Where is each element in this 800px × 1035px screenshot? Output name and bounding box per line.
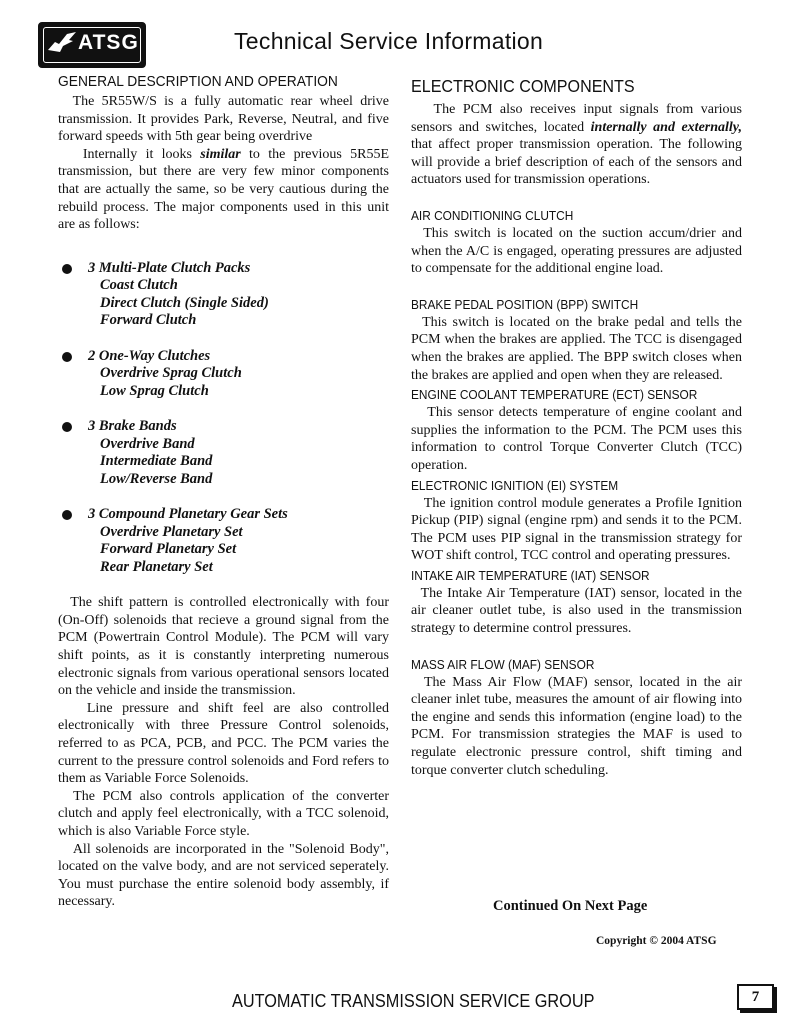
section-heading: ENGINE COOLANT TEMPERATURE (ECT) SENSOR <box>411 388 698 403</box>
bullet-icon <box>62 510 72 520</box>
page-title: Technical Service Information <box>234 28 544 54</box>
component-item: Direct Clutch (Single Sided) <box>100 294 269 311</box>
component-item: Coast Clutch <box>100 277 178 294</box>
bullet-icon <box>62 352 72 362</box>
list-item <box>58 348 389 401</box>
page-number: 7 <box>737 984 774 1010</box>
section-heading: AIR CONDITIONING CLUTCH <box>411 208 574 223</box>
section-text: The Mass Air Flow (MAF) sensor, located in the air cleaner inlet tube, measures the amount of air flowing into the engine and sends this information (engine load) to the PCM. For transmission strategies the MAF is used to regulate electronic pressure control, shift timing and torque converter clutch scheduling. <box>411 674 743 778</box>
section-text: This sensor detects temperature of engine coolant and supplies the information to the PCM. The PCM uses this information to control Torque Converter Clutch (TCC) operation. <box>411 405 742 473</box>
component-item: Overdrive Sprag Clutch <box>100 365 242 382</box>
logo-text: ATSG <box>78 31 139 54</box>
general-description-heading: GENERAL DESCRIPTION AND OPERATION <box>58 73 338 90</box>
component-group-title: 3 Multi-Plate Clutch Packs <box>88 259 251 276</box>
component-item: Forward Planetary Set <box>100 541 237 558</box>
component-item: Forward Clutch <box>100 312 197 329</box>
list-item <box>58 260 389 330</box>
electronic-components-heading: ELECTRONIC COMPONENTS <box>411 76 635 96</box>
line-pressure-paragraph: Line pressure and shift feel are also controlled electronically with three Pressure Control solenoids, referred to as PCA, PCB, and PCC. The PCM varies the current to the pressure control solenoids and Ford refers to them as Variable Force Solenoids. <box>58 700 390 787</box>
components-list <box>58 260 389 577</box>
solenoid-body-paragraph: All solenoids are incorporated in the "Solenoid Body", located on the valve body, and are not serviced seperately. You must purchase the entire solenoid body assembly, if necessary. <box>58 841 390 910</box>
component-item: Overdrive Band <box>100 435 195 452</box>
list-item <box>58 418 389 488</box>
section-heading: ELECTRONIC IGNITION (EI) SYSTEM <box>411 478 619 493</box>
section-heading: INTAKE AIR TEMPERATURE (IAT) SENSOR <box>411 568 650 583</box>
list-item <box>58 506 389 576</box>
right-column <box>411 74 742 779</box>
left-column <box>58 70 389 911</box>
intro-paragraph: The 5R55W/S is a fully automatic rear wheel drive transmission. It provides Park, Reverse, Neutral, and five forward speeds with 5th gear being overdrive <box>58 94 389 145</box>
section-text: The ignition control module generates a Profile Ignition Pickup (PIP) signal (engine rpm) and sends it to the PCM. The PCM uses PIP signal in the transmission strategy for WOT shift control, TCC control and operating pressures. <box>411 495 743 564</box>
electronic-intro-paragraph: The PCM also receives input signals from various sensors and switches, located internally and externally, that affect proper transmission operation. The following will provide a brief description of each of the sensors and actuators used for transmission operations. <box>411 102 742 188</box>
converter-clutch-paragraph: The PCM also controls application of the converter clutch and apply feel electronically, with a TCC solenoid, which is also Variable Force style. <box>58 788 389 839</box>
shift-pattern-paragraph: The shift pattern is controlled electronically with four (On-Off) solenoids that recieve a ground signal from the PCM (Powertrain Control Module). The PCM will vary shift points, as it is constantly interpreting numerous electronic signals from various operational sensors located on the vehicle and inside the transmission. <box>58 595 389 699</box>
bullet-icon <box>62 264 72 274</box>
section-text: This switch is located on the brake pedal and tells the PCM when the brakes are applied. The TCC is disengaged when the brakes are applied. The BPP switch closes when the brakes are applied and open when they are released. <box>411 314 743 383</box>
similar-paragraph: Internally it looks similar to the previous 5R55E transmission, but there are very few minor components that are actually the same, so be very cautious during the rebuild process. The major components used in this unit are as follows: <box>58 146 389 233</box>
component-item: Rear Planetary Set <box>100 558 213 575</box>
section-text: This switch is located on the suction accum/drier and when the A/C is engaged, operating pressures are adjusted to compensate for the additional engine load. <box>411 225 743 277</box>
bullet-icon <box>62 422 72 432</box>
component-group-title: 3 Compound Planetary Gear Sets <box>88 506 288 523</box>
section-text: The Intake Air Temperature (IAT) sensor, located in the air cleaner outlet tube, is also used in the transmission strategy to determine control pressures. <box>411 585 743 637</box>
component-group-title: 3 Brake Bands <box>88 418 177 435</box>
atsg-logo <box>38 22 146 68</box>
component-item: Intermediate Band <box>100 453 213 470</box>
component-group-title: 2 One-Way Clutches <box>88 347 211 364</box>
continued-note: Continued On Next Page <box>493 898 648 914</box>
component-item: Low/Reverse Band <box>100 470 213 487</box>
copyright-note: Copyright © 2004 ATSG <box>596 935 717 947</box>
component-item: Low Sprag Clutch <box>100 382 209 399</box>
section-heading: BRAKE PEDAL POSITION (BPP) SWITCH <box>411 297 639 312</box>
component-item: Overdrive Planetary Set <box>100 523 243 540</box>
eagle-icon <box>47 30 77 56</box>
section-heading: MASS AIR FLOW (MAF) SENSOR <box>411 657 595 672</box>
footer-organization: AUTOMATIC TRANSMISSION SERVICE GROUP <box>232 990 595 1011</box>
